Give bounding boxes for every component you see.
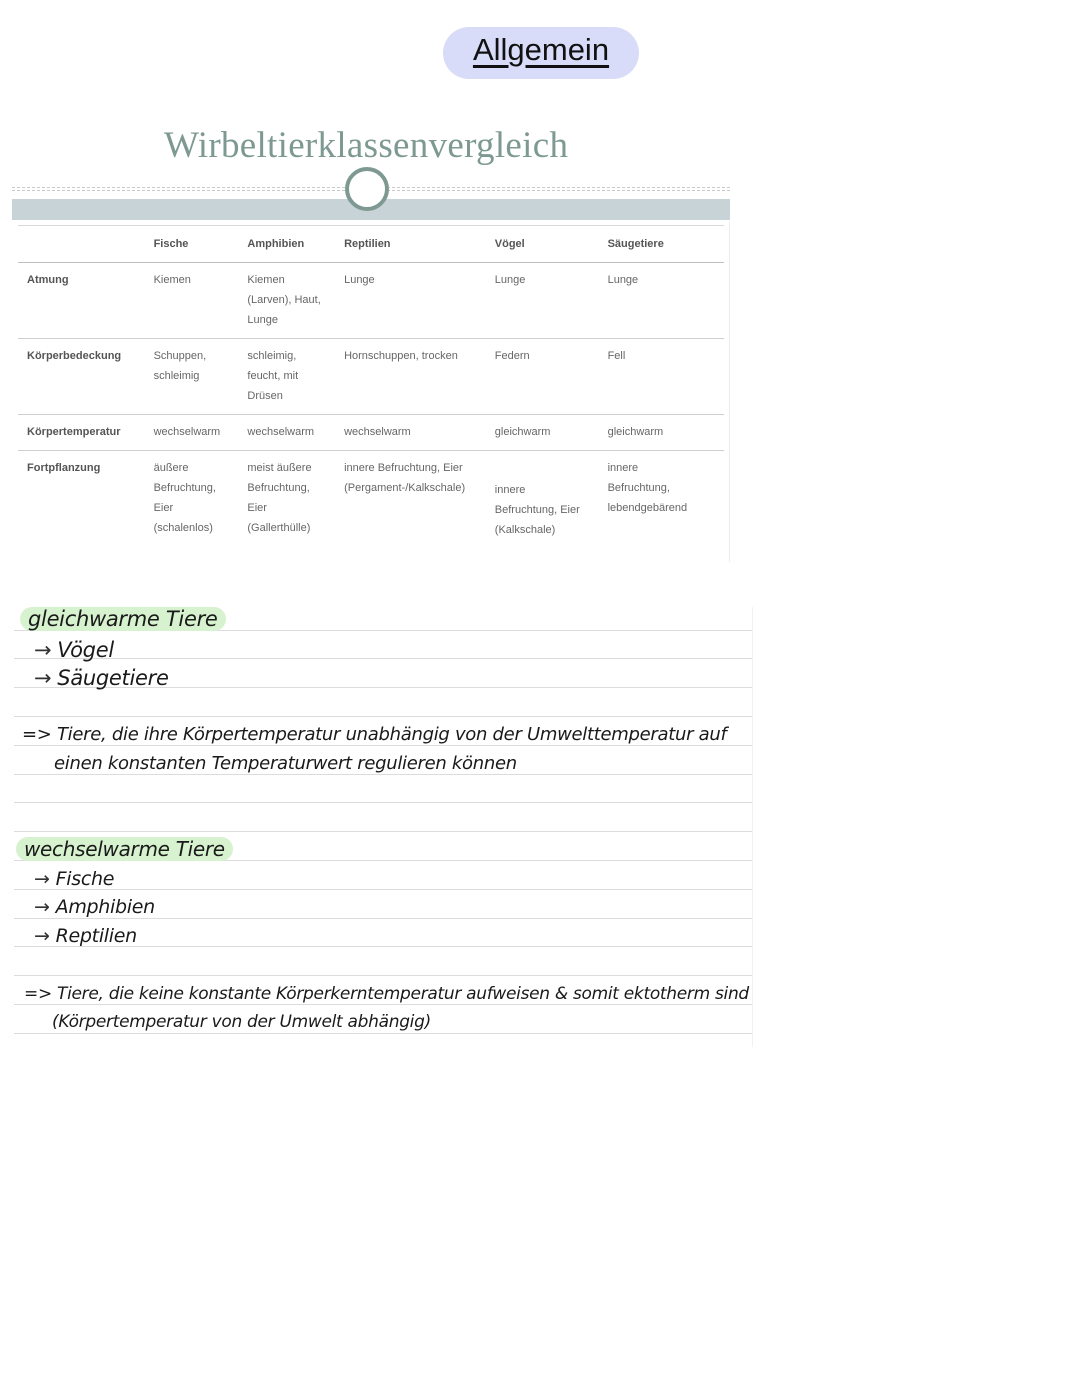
table-cell xyxy=(247,263,344,339)
arrow-right-icon: → xyxy=(34,666,52,690)
cell-line: innere Befruchtung, Eier xyxy=(344,462,463,474)
cold-item-label: Reptilien xyxy=(55,925,137,947)
cell-line: (Larven), Haut, xyxy=(247,294,321,306)
table-cell xyxy=(608,451,724,561)
table-cell xyxy=(495,451,608,561)
column-header-amphibien: Amphibien xyxy=(247,226,344,263)
cell-line: gleichwarm xyxy=(494,426,551,438)
cell-line: Lunge xyxy=(607,274,639,286)
table-row-fortpflanzung xyxy=(18,451,724,561)
table-cell xyxy=(608,263,724,339)
table-cell xyxy=(154,263,248,339)
warm-item-label: Säugetiere xyxy=(57,666,169,690)
cell-line: wechselwarm xyxy=(247,426,315,438)
row-header: Körpertemperatur xyxy=(18,415,154,451)
cell-line: Fell xyxy=(607,350,626,362)
arrow-right-icon: → xyxy=(34,896,50,918)
cell-line: Eier xyxy=(153,502,174,514)
cold-item xyxy=(34,868,114,890)
column-header-saeugetiere: Säugetiere xyxy=(608,226,724,263)
cold-item-label: Amphibien xyxy=(55,896,155,918)
cell-line: Drüsen xyxy=(247,390,283,402)
note-line xyxy=(14,774,752,775)
row-header: Fortpflanzung xyxy=(27,462,101,474)
table-right-edge xyxy=(729,222,730,562)
cell-line: meist äußere xyxy=(247,462,312,474)
row-header: Körperbedeckung xyxy=(18,339,154,415)
table-row-koerperbedeckung xyxy=(18,339,724,415)
table-cell xyxy=(344,451,495,561)
cell-block xyxy=(495,458,608,540)
table-cell xyxy=(608,415,724,451)
table-cell xyxy=(154,415,248,451)
cell-line: (schalenlos) xyxy=(153,522,213,534)
comparison-table xyxy=(18,225,724,561)
note-line xyxy=(14,658,752,659)
cell-line: Befruchtung, xyxy=(247,482,310,494)
cell-line: äußere xyxy=(153,462,189,474)
table-cell xyxy=(154,451,248,561)
cell-line: Kiemen xyxy=(153,274,191,286)
cell-line: lebendgebärend xyxy=(607,502,688,514)
cell-line: Befruchtung, xyxy=(153,482,216,494)
cold-item-label: Fische xyxy=(55,868,115,890)
cell-line: Lunge xyxy=(247,314,278,326)
cold-heading-highlight: wechselwarme Tiere xyxy=(16,837,233,861)
cell-line: Federn xyxy=(494,350,530,362)
warm-item-label: Vögel xyxy=(57,638,114,662)
warm-definition-line-2: einen konstanten Temperaturwert regulieren können xyxy=(54,753,517,774)
cell-line: Eier xyxy=(247,502,267,514)
note-line xyxy=(14,716,752,717)
cell-line: (Gallerthülle) xyxy=(247,522,311,534)
cell-line: innere xyxy=(494,484,526,496)
cell-line: schleimig xyxy=(153,370,200,382)
cell-line: (Pergament-/Kalkschale) xyxy=(344,482,466,494)
table-cell xyxy=(247,451,344,561)
note-line xyxy=(14,745,752,746)
arrow-right-icon: → xyxy=(34,925,50,947)
warm-definition-line-1: => Tiere, die ihre Körpertemperatur unabhängig von der Umwelttemperatur auf xyxy=(22,724,727,745)
table-header-row xyxy=(18,226,724,263)
note-line xyxy=(14,802,752,803)
table-row-atmung xyxy=(18,263,724,339)
note-line xyxy=(14,918,752,919)
cold-item xyxy=(34,925,137,947)
cold-heading xyxy=(16,837,233,861)
cell-line: gleichwarm xyxy=(607,426,664,438)
column-header-fische: Fische xyxy=(154,226,248,263)
category-tag: Allgemein xyxy=(443,27,639,79)
row-header: Atmung xyxy=(18,263,154,339)
cold-item xyxy=(34,896,155,918)
table-cell xyxy=(344,263,495,339)
cell-line: Befruchtung, xyxy=(607,482,670,494)
cell-line: feucht, mit xyxy=(247,370,299,382)
cell-line: schleimig, xyxy=(247,350,297,362)
cell-line: Lunge xyxy=(494,274,526,286)
cell-line: Schuppen, xyxy=(153,350,207,362)
cell-line: innere xyxy=(607,462,639,474)
column-header-voegel: Vögel xyxy=(495,226,608,263)
note-line xyxy=(14,1033,752,1034)
note-line xyxy=(14,1004,752,1005)
circle-ornament-icon xyxy=(345,167,389,211)
cell-line: Hornschuppen, trocken xyxy=(344,350,458,362)
page-title: Wirbeltierklassenvergleich xyxy=(164,125,569,166)
table-cell xyxy=(495,415,608,451)
arrow-right-icon: → xyxy=(34,638,52,662)
table-row-koerpertemperatur xyxy=(18,415,724,451)
note-line xyxy=(14,831,752,832)
note-line xyxy=(14,889,752,890)
arrow-right-icon: → xyxy=(34,868,50,890)
column-header xyxy=(18,226,154,263)
warm-item xyxy=(34,638,114,662)
table-cell xyxy=(495,339,608,415)
table-cell xyxy=(247,339,344,415)
warm-item xyxy=(34,666,169,690)
table-cell xyxy=(495,263,608,339)
warm-heading xyxy=(20,607,226,631)
cold-definition-line-1: => Tiere, die keine konstante Körperkerntemperatur aufweisen & somit ektotherm sind xyxy=(24,984,749,1004)
column-header-reptilien: Reptilien xyxy=(344,226,495,263)
cold-definition-line-2: (Körpertemperatur von der Umwelt abhängig) xyxy=(52,1012,431,1032)
note-line xyxy=(14,975,752,976)
warm-heading-highlight: gleichwarme Tiere xyxy=(20,607,226,631)
cell-line: wechselwarm xyxy=(153,426,221,438)
table-cell xyxy=(344,415,495,451)
table-cell xyxy=(608,339,724,415)
cell-line: wechselwarm xyxy=(344,426,411,438)
table-cell xyxy=(247,415,344,451)
cell-line: (Kalkschale) xyxy=(494,524,556,536)
cell-line: Befruchtung, Eier xyxy=(494,504,580,516)
cell-line: Lunge xyxy=(344,274,375,286)
cell-line: Kiemen xyxy=(247,274,285,286)
table-cell xyxy=(344,339,495,415)
table-cell xyxy=(154,339,248,415)
